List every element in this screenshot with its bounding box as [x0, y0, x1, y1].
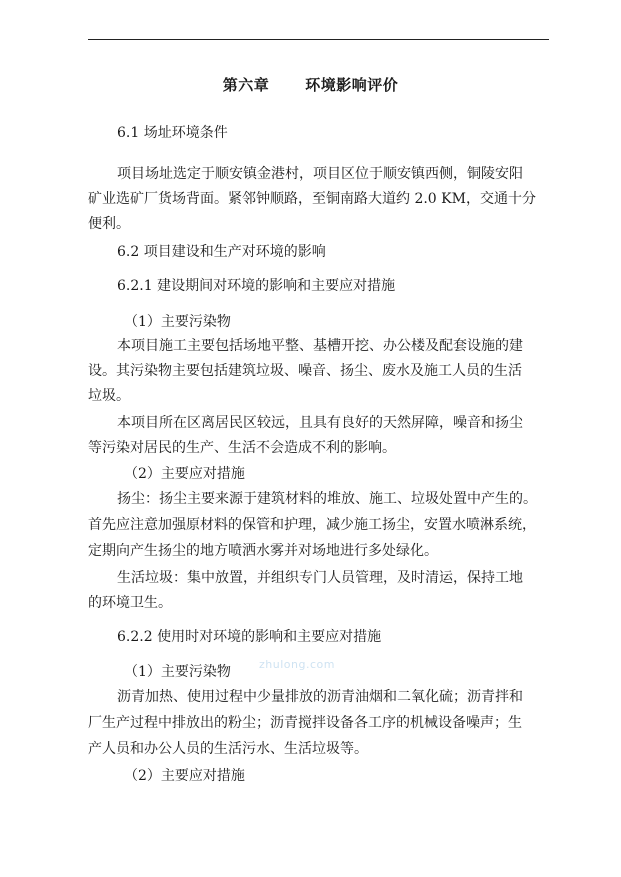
- header-rule: [88, 39, 549, 40]
- subheading: （2）主要应对措施: [124, 466, 245, 482]
- paragraph-line: 设。其污染物主要包括建筑垃圾、噪音、扬尘、废水及施工人员的生活: [88, 363, 522, 379]
- chapter-title: [0, 74, 621, 95]
- paragraph-line: 产人员和办公人员的生活污水、生活垃圾等。: [88, 741, 368, 757]
- section-heading-6-2-1: 6.2.1 建设期间对环境的影响和主要应对措施: [117, 278, 396, 294]
- chapter-name: 环境影响评价: [305, 76, 399, 94]
- paragraph-line: 定期向产生扬尘的地方喷洒水雾并对场地进行多处绿化。: [88, 543, 438, 559]
- paragraph-line: 项目场址选定于顺安镇金港村，项目区位于顺安镇西侧，铜陵安阳: [117, 166, 523, 182]
- subheading: （2）主要应对措施: [124, 768, 245, 784]
- subheading: （1）主要污染物: [124, 314, 231, 330]
- paragraph-line: 便利。: [88, 216, 130, 232]
- paragraph-line: 本项目施工主要包括场地平整、基槽开挖、办公楼及配套设施的建: [117, 338, 523, 354]
- paragraph-line: 扬尘：扬尘主要来源于建筑材料的堆放、施工、垃圾处置中产生的。: [117, 491, 537, 507]
- paragraph-line: 本项目所在区离居民区较远，且具有良好的天然屏障，噪音和扬尘: [117, 415, 523, 431]
- chapter-number: 第六章: [222, 76, 270, 94]
- section-heading-6-2: 6.2 项目建设和生产对环境的影响: [117, 244, 326, 260]
- section-heading-6-2-2: 6.2.2 使用时对环境的影响和主要应对措施: [117, 629, 382, 645]
- paragraph-line: 垃圾。: [88, 388, 130, 404]
- paragraph-line: 首先应注意加强原材料的保管和护理，减少施工扬尘，安置水喷淋系统，: [88, 517, 536, 533]
- section-heading-6-1: 6.1 场址环境条件: [117, 125, 228, 141]
- paragraph-line: 厂生产过程中排放出的粉尘；沥青搅拌设备各工序的机械设备噪声；生: [88, 715, 522, 731]
- subheading: （1）主要污染物: [124, 664, 231, 680]
- paragraph-line: 的环境卫生。: [88, 595, 172, 611]
- paragraph-line: 生活垃圾：集中放置，并组织专门人员管理，及时清运，保持工地: [117, 570, 523, 586]
- watermark: zhulong.com: [259, 658, 335, 671]
- paragraph-line: 等污染对居民的生产、生活不会造成不利的影响。: [88, 440, 396, 456]
- paragraph-line: 矿业选矿厂货场背面。紧邻钟顺路，至铜南路大道约 2.0 KM，交通十分: [88, 191, 536, 207]
- paragraph-line: 沥青加热、使用过程中少量排放的沥青油烟和二氧化硫；沥青拌和: [117, 689, 523, 705]
